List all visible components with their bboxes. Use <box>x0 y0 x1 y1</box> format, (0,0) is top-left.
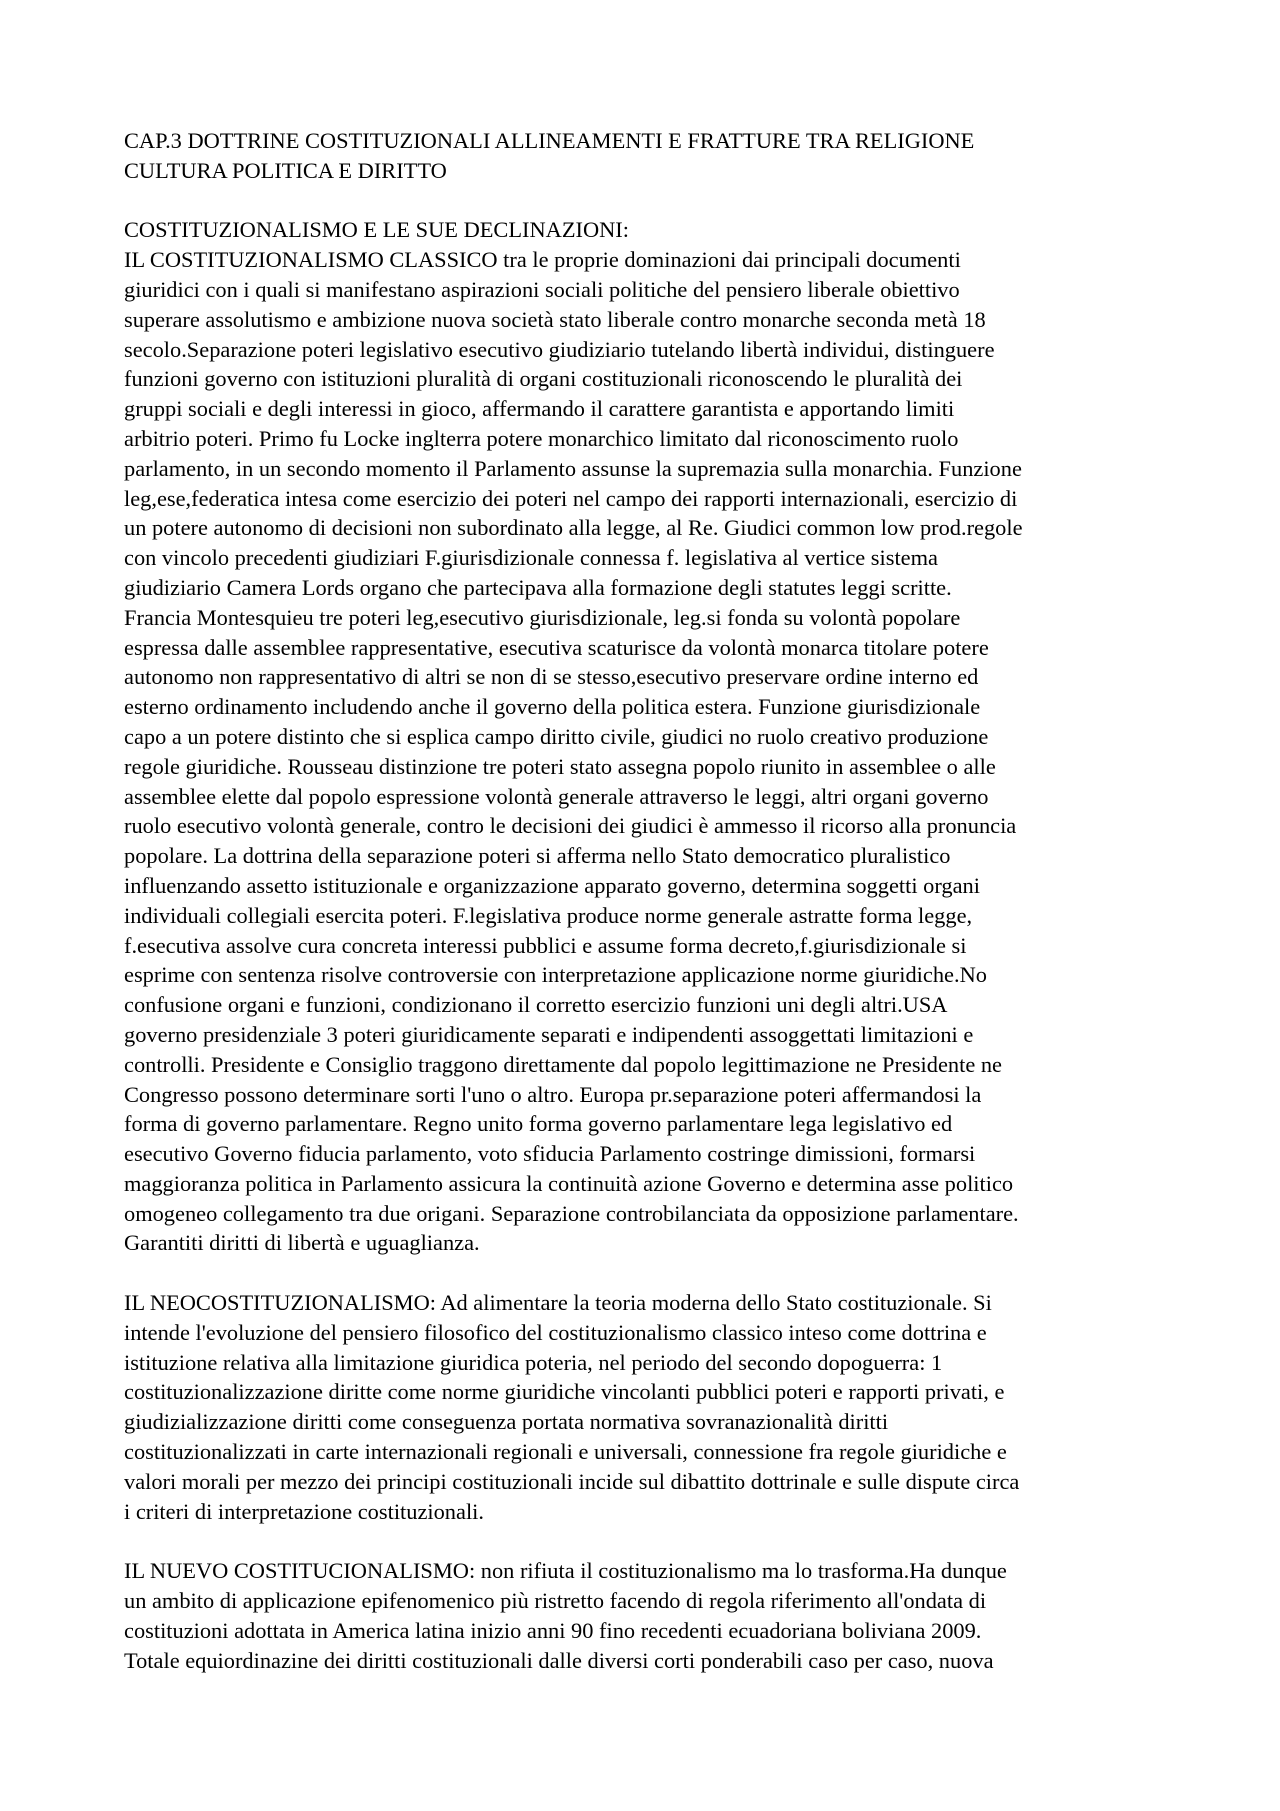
section-heading-costituzionalismo: COSTITUZIONALISMO E LE SUE DECLINAZIONI: <box>124 217 629 243</box>
spacer <box>124 186 1172 216</box>
section-body-costituzionalismo-classico: IL COSTITUZIONALISMO CLASSICO tra le proprie dominazioni dai principali documenti giuridici con i quali si manifestano aspirazioni sociali politiche del pensiero liberale obiettivo superare assolutismo e ambizione nuova società stato liberale contro monarche seconda metà 18 secolo.Separazione poteri legislativo esecutivo giudiziario tutelando libertà individui, distinguere funzioni governo con istituzioni pluralità di organi costituzionali riconoscendo le pluralità dei gruppi sociali e degli interessi in gioco, affermando il carattere garantista e apportando limiti arbitrio poteri. Primo fu Locke inglterra potere monarchico limitato dal riconoscimento ruolo parlamento, in un secondo momento il Parlamento assunse la supremazia sulla monarchia. Funzione leg,ese,federatica intesa come esercizio dei poteri nel campo dei rapporti internazionali, esercizio di un potere autonomo di decisioni non subordinato alla legge, al Re. Giudici common low prod.regole con vincolo precedenti giudiziari F.giurisdizionale connessa f. legislativa al vertice sistema giudiziario Camera Lords organo che partecipava alla formazione degli statutes leggi scritte. Francia Montesquieu tre poteri leg,esecutivo giurisdizionale, leg.si fonda su volontà popolare espressa dalle assemblee rappresentative, esecutiva scaturisce da volontà monarca titolare potere autonomo non rappresentativo di altri se non di se stesso,esecutivo preservare ordine interno ed esterno ordinamento includendo anche il governo della politica estera. Funzione giurisdizionale capo a un potere distinto che si esplica campo diritto civile, giudici no ruolo creativo produzione regole giuridiche. Rousseau distinzione tre poteri stato assegna popolo riunito in assemblee o alle assemblee elette dal popolo espressione volontà generale attraverso le leggi, altri organi governo ruolo esecutivo volontà generale, contro le decisioni dei giudici è ammesso il ricorso alla pronuncia popolare. La dottrina della separazione poteri si afferma nello Stato democratico pluralistico influenzando assetto istituzionale e organizzazione apparato governo, determina soggetti organi individuali collegiali esercita poteri. F.legislativa produce norme generale astratte forma legge, f.esecutiva assolve cura concreta interessi pubblici e assume forma decreto,f.giurisdizionale si esprime con sentenza risolve controversie con interpretazione applicazione norme giuridiche.No confusione organi e funzioni, condizionano il corretto esercizio funzioni uni degli altri.USA governo presidenziale 3 poteri giuridicamente separati e indipendenti assoggettati limitazioni e controlli. Presidente e Consiglio traggono direttamente dal popolo legittimazione ne Presidente ne Congresso possono determinare sorti l'uno o altro. Europa pr.separazione poteri affermandosi la forma di governo parlamentare. Regno unito forma governo parlamentare lega legislativo ed esecutivo Governo fiducia parlamento, voto sfiducia Parlamento costringe dimissioni, formarsi maggioranza politica in Parlamento assicura la continuità azione Governo e determina asse politico omogeneo collegamento tra due origani. Separazione controbilanciata da opposizione parlamentare. Garantiti diritti di libertà e uguaglianza. <box>124 247 1023 1256</box>
document-content <box>124 126 1172 1675</box>
spacer <box>124 1526 1172 1556</box>
section-body-nuevo-costitucionalismo: IL NUEVO COSTITUCIONALISMO: non rifiuta il costituzionalismo ma lo trasforma.Ha dunque un ambito di applicazione epifenomenico più ristretto facendo di regola riferimento all'ondata di costituzioni adottata in America latina inizio anni 90 fino recedenti ecuadoriana boliviana 2009. Totale equiordinazine dei diritti costituzionali dalle diversi corti ponderabili caso per caso, nuova <box>124 1558 1007 1673</box>
spacer <box>124 1258 1172 1288</box>
section-body-neocostituzionalismo: IL NEOCOSTITUZIONALISMO: Ad alimentare la teoria moderna dello Stato costituzionale. Si intende l'evoluzione del pensiero filosofico del costituzionalismo classico inteso come dottrina e istituzione relativa alla limitazione giuridica poteria, nel periodo del secondo dopoguerra: 1 costituzionalizzazione diritte come norme giuridiche vincolanti pubblici poteri e rapporti privati, e giudizializzazione diritti come conseguenza portata normativa sovranazionalità diritti costituzionalizzati in carte internazionali regionali e universali, connessione fra regole giuridiche e valori morali per mezzo dei principi costituzionali incide sul dibattito dottrinale e sulle dispute circa i criteri di interpretazione costituzionali. <box>124 1290 1020 1524</box>
document-title: CAP.3 DOTTRINE COSTITUZIONALI ALLINEAMENTI E FRATTURE TRA RELIGIONE CULTURA POLITICA E DIRITTO <box>124 128 975 183</box>
